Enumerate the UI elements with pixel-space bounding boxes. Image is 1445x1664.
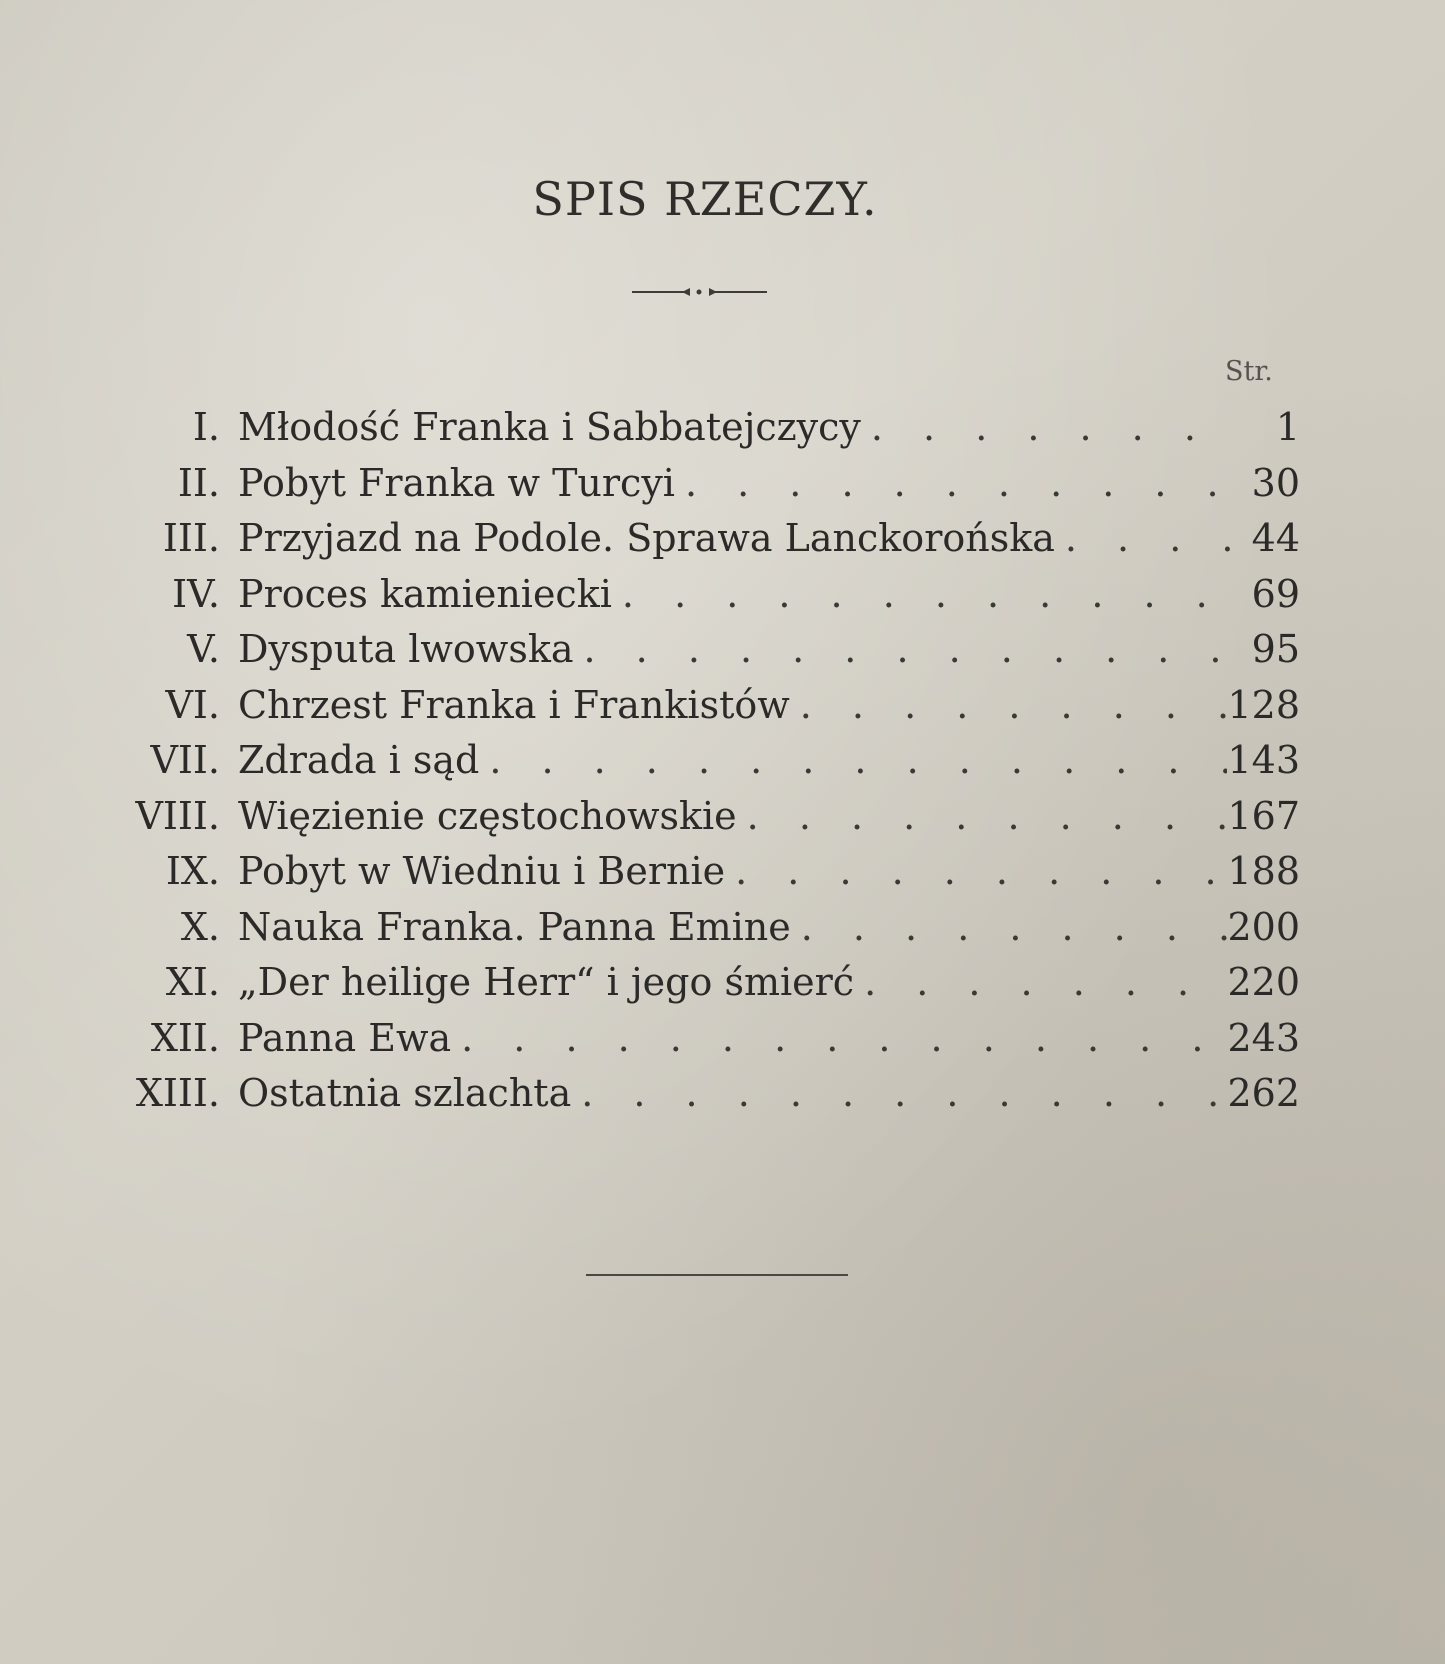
page-number: 220	[1227, 960, 1300, 1004]
dot-leader	[685, 456, 1230, 512]
chapter-number: III.	[162, 516, 220, 560]
page-number: 200	[1227, 904, 1300, 949]
chapter-title: Dysputa lwowska	[238, 627, 574, 671]
dot-leader	[461, 1011, 1227, 1067]
chapter-title: Pobyt Franka w Turcyi	[238, 460, 675, 505]
chapter-title: Przyjazd na Podole. Sprawa Lanckorońska	[238, 516, 1055, 560]
chapter-number: X.	[180, 904, 220, 949]
closing-rule	[586, 1274, 848, 1276]
page-number: 128	[1227, 682, 1300, 727]
chapter-title: „Der heilige Herr“ i jego śmierć	[238, 960, 855, 1004]
chapter-title: Więzienie częstochowskie	[238, 793, 737, 838]
dot-leader	[622, 567, 1230, 623]
page-number: 30	[1251, 460, 1300, 505]
page-number: 69	[1251, 571, 1300, 616]
dot-leader	[1065, 511, 1230, 567]
toc-entry	[120, 955, 1300, 1011]
chapter-title: Ostatnia szlachta	[238, 1071, 572, 1115]
toc-entry	[120, 733, 1300, 789]
ornament-divider	[632, 280, 767, 304]
page-title: SPIS RZECZY.	[532, 172, 878, 226]
dot-leader	[581, 1066, 1227, 1122]
dot-leader	[800, 678, 1228, 734]
chapter-number: I.	[192, 405, 220, 449]
dot-leader	[801, 900, 1228, 956]
toc-entry	[120, 678, 1300, 734]
toc-entry	[120, 456, 1300, 512]
toc-entry	[120, 1011, 1300, 1067]
page-number: 95	[1251, 627, 1300, 671]
chapter-number: VI.	[165, 682, 220, 727]
page-number: 1	[1275, 405, 1300, 449]
toc-entry	[120, 622, 1300, 678]
page-number: 243	[1227, 1015, 1300, 1060]
chapter-title: Nauka Franka. Panna Emine	[238, 904, 791, 949]
chapter-number: V.	[187, 627, 220, 671]
chapter-number: XII.	[150, 1015, 220, 1060]
page-number: 44	[1251, 516, 1300, 560]
dot-leader	[871, 400, 1230, 456]
chapter-title: Chrzest Franka i Frankistów	[238, 682, 790, 727]
page-column-label: Str.	[1225, 356, 1273, 387]
chapter-number: IX.	[165, 849, 220, 893]
chapter-number: XI.	[165, 960, 220, 1004]
table-of-contents	[120, 400, 1300, 1122]
page-number: 167	[1227, 793, 1300, 838]
chapter-title: Pobyt w Wiedniu i Bernie	[238, 849, 726, 893]
page-number: 262	[1227, 1071, 1300, 1115]
page-number: 188	[1227, 849, 1300, 893]
chapter-number: II.	[177, 460, 220, 505]
dot-leader	[735, 844, 1227, 900]
chapter-number: XIII.	[135, 1071, 220, 1115]
chapter-number: IV.	[172, 571, 220, 616]
dot-leader	[747, 789, 1228, 845]
chapter-title: Panna Ewa	[238, 1015, 452, 1060]
dot-leader	[489, 733, 1227, 789]
chapter-number: VIII.	[135, 793, 220, 838]
toc-entry	[120, 789, 1300, 845]
toc-entry	[120, 1066, 1300, 1122]
dot-leader	[864, 955, 1227, 1011]
toc-entry	[120, 400, 1300, 456]
chapter-title: Proces kamieniecki	[238, 571, 612, 616]
dot-leader	[584, 622, 1230, 678]
chapter-title: Młodość Franka i Sabbatejczycy	[238, 405, 861, 449]
chapter-number: VII.	[150, 738, 220, 782]
page-number: 143	[1227, 738, 1300, 782]
toc-entry	[120, 844, 1300, 900]
toc-entry	[120, 900, 1300, 956]
toc-entry	[120, 511, 1300, 567]
chapter-title: Zdrada i sąd	[238, 738, 480, 782]
toc-entry	[120, 567, 1300, 623]
